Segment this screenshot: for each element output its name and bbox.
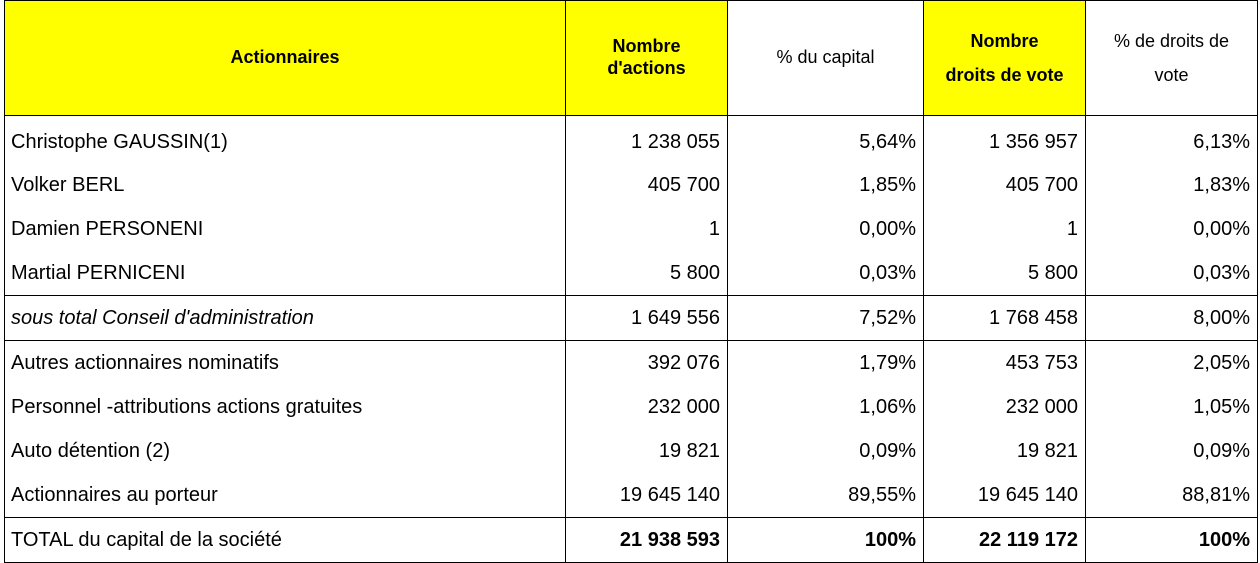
- header-nombre-droits-line2: droits de vote: [945, 65, 1064, 85]
- header-pct-capital: % du capital: [728, 1, 924, 116]
- cell-name: Personnel -attributions actions gratuites: [5, 385, 566, 429]
- cell-name: Auto détention (2): [5, 429, 566, 473]
- table-row: [5, 385, 1258, 429]
- header-nombre-droits-line1: Nombre: [970, 30, 1039, 51]
- cell-name: Damien PERSONENI: [5, 207, 566, 251]
- cell-pct-capital: 0,00%: [728, 207, 924, 251]
- cell-name: Volker BERL: [5, 163, 566, 207]
- header-actionnaires: Actionnaires: [5, 1, 566, 116]
- table-row: [5, 116, 1258, 164]
- cell-actions: 1 649 556: [566, 296, 728, 341]
- cell-pct-capital: 89,55%: [728, 473, 924, 518]
- cell-pct-droits: 2,05%: [1086, 341, 1258, 386]
- cell-droits: 1: [924, 207, 1086, 251]
- cell-actions: 1: [566, 207, 728, 251]
- cell-pct-droits: 1,83%: [1086, 163, 1258, 207]
- total-row: [5, 518, 1258, 563]
- cell-name: TOTAL du capital de la société: [5, 518, 566, 563]
- cell-actions: 5 800: [566, 251, 728, 296]
- cell-droits: 453 753: [924, 341, 1086, 386]
- cell-droits: 19 645 140: [924, 473, 1086, 518]
- cell-actions: 405 700: [566, 163, 728, 207]
- cell-pct-capital: 1,85%: [728, 163, 924, 207]
- cell-droits: 22 119 172: [924, 518, 1086, 563]
- cell-pct-capital: 1,79%: [728, 341, 924, 386]
- cell-name: Actionnaires au porteur: [5, 473, 566, 518]
- cell-pct-droits: 6,13%: [1086, 116, 1258, 164]
- header-pct-droits-line1: % de droits de: [1113, 30, 1230, 51]
- subtotal-row: [5, 296, 1258, 341]
- cell-pct-capital: 0,03%: [728, 251, 924, 296]
- header-pct-droits: [1086, 1, 1258, 116]
- cell-droits: 232 000: [924, 385, 1086, 429]
- cell-droits: 405 700: [924, 163, 1086, 207]
- cell-pct-droits: 8,00%: [1086, 296, 1258, 341]
- table-row: [5, 163, 1258, 207]
- cell-name: Christophe GAUSSIN(1): [5, 116, 566, 164]
- cell-pct-capital: 1,06%: [728, 385, 924, 429]
- cell-name: Autres actionnaires nominatifs: [5, 341, 566, 386]
- cell-pct-capital: 0,09%: [728, 429, 924, 473]
- cell-pct-droits: 0,00%: [1086, 207, 1258, 251]
- header-row: [5, 1, 1258, 116]
- cell-pct-capital: 100%: [728, 518, 924, 563]
- header-nombre-actions: Nombre d'actions: [566, 1, 728, 116]
- table-row: [5, 251, 1258, 296]
- cell-droits: 1 768 458: [924, 296, 1086, 341]
- table-row: [5, 207, 1258, 251]
- header-nombre-droits: [924, 1, 1086, 116]
- table-row: [5, 341, 1258, 386]
- table-row: [5, 429, 1258, 473]
- cell-name: Martial PERNICENI: [5, 251, 566, 296]
- cell-pct-droits: 88,81%: [1086, 473, 1258, 518]
- header-pct-droits-line2: vote: [1154, 65, 1189, 85]
- cell-pct-droits: 0,03%: [1086, 251, 1258, 296]
- cell-droits: 1 356 957: [924, 116, 1086, 164]
- cell-pct-droits: 100%: [1086, 518, 1258, 563]
- cell-actions: 1 238 055: [566, 116, 728, 164]
- cell-droits: 19 821: [924, 429, 1086, 473]
- cell-pct-droits: 1,05%: [1086, 385, 1258, 429]
- shareholder-table: [4, 0, 1258, 563]
- cell-actions: 19 821: [566, 429, 728, 473]
- cell-droits: 5 800: [924, 251, 1086, 296]
- cell-actions: 392 076: [566, 341, 728, 386]
- table-row: [5, 473, 1258, 518]
- cell-actions: 19 645 140: [566, 473, 728, 518]
- cell-name: sous total Conseil d'administration: [5, 296, 566, 341]
- cell-pct-capital: 5,64%: [728, 116, 924, 164]
- cell-actions: 21 938 593: [566, 518, 728, 563]
- cell-pct-capital: 7,52%: [728, 296, 924, 341]
- cell-pct-droits: 0,09%: [1086, 429, 1258, 473]
- cell-actions: 232 000: [566, 385, 728, 429]
